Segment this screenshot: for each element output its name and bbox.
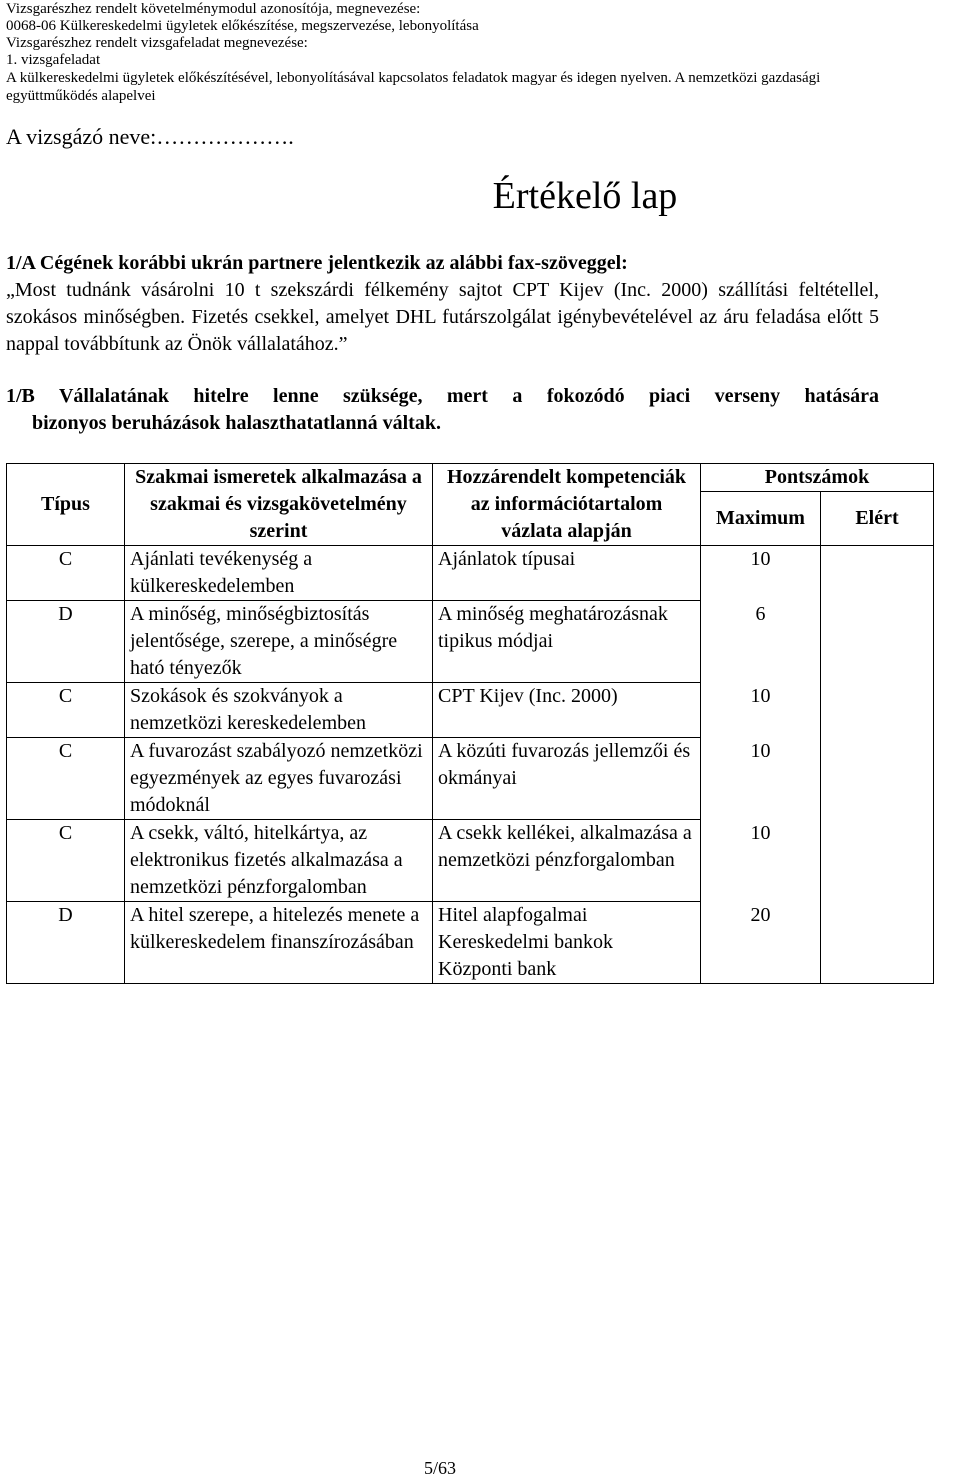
task-a-body: „Most tudnánk vásárolni 10 t szekszárdi félkemény sajtot CPT Kijev (Inc. 2000) szállítási feltétellel, szokásos minőségben. Fizetés csekkel, amelyet DHL futárszolgálat igénybevételével az áru feladása előtt 5 nappal továbbítunk az Önök vállalatához.” [6, 279, 879, 355]
cell-max-points: 6 [701, 601, 821, 683]
cell-achieved-points[interactable] [821, 902, 934, 984]
cell-achieved-points[interactable] [821, 546, 934, 601]
task-b [6, 383, 879, 437]
task-b-line2: bizonyos beruházások halaszthatatlanná váltak. [32, 412, 441, 434]
cell-knowledge: Szokások és szokványok a nemzetközi kereskedelemben [125, 683, 433, 738]
cell-type: C [7, 683, 125, 738]
task-a-heading: 1/A Cégének korábbi ukrán partnere jelentkezik az alábbi fax-szöveggel: [6, 252, 628, 274]
header-points: Pontszámok [701, 464, 934, 492]
header-max: Maximum [701, 492, 821, 546]
cell-max-points: 10 [701, 738, 821, 820]
cell-type: D [7, 601, 125, 683]
cell-info: A közúti fuvarozás jellemzői és okmányai [433, 738, 701, 820]
header-knowledge: Szakmai ismeretek alkalmazása a szakmai és vizsgakövetelmény szerint [125, 464, 433, 546]
table-row [7, 738, 934, 820]
cell-info: Hitel alapfogalmai Kereskedelmi bankok Központi bank [433, 902, 701, 984]
cell-info: CPT Kijev (Inc. 2000) [433, 683, 701, 738]
page-number: 5/63 [423, 1458, 456, 1478]
cell-type: C [7, 738, 125, 820]
table-row [7, 902, 934, 984]
cell-max-points: 20 [701, 902, 821, 984]
cell-knowledge: A csekk, váltó, hitelkártya, az elektronikus fizetés alkalmazása a nemzetközi pénzforgalomban [125, 820, 433, 902]
table-row [7, 601, 934, 683]
evaluation-table [6, 463, 934, 984]
cell-type: C [7, 546, 125, 601]
header-type: Típus [7, 464, 125, 546]
header-task-label: Vizsgarészhez rendelt vizsgafeladat megnevezése: [6, 35, 308, 51]
header-info: Hozzárendelt kompetenciák az információtartalom vázlata alapján [433, 464, 701, 546]
header-achieved: Elért [821, 492, 934, 546]
table-row [7, 546, 934, 601]
table-row [7, 683, 934, 738]
cell-max-points: 10 [701, 546, 821, 601]
page-title: Értékelő lap [492, 175, 678, 217]
cell-achieved-points[interactable] [821, 738, 934, 820]
cell-max-points: 10 [701, 683, 821, 738]
cell-achieved-points[interactable] [821, 601, 934, 683]
header-module-name: 0068-06 Külkereskedelmi ügyletek előkészítése, megszervezése, lebonyolítása [6, 18, 479, 34]
header-module-label: Vizsgarészhez rendelt követelménymodul azonosítója, megnevezése: [6, 1, 421, 17]
task-b-line1: 1/B Vállalatának hitelre lenne szüksége, mert a fokozódó piaci verseny hatására [6, 385, 879, 407]
task-a [6, 250, 879, 358]
cell-knowledge: A fuvarozást szabályozó nemzetközi egyezmények az egyes fuvarozási módoknál [125, 738, 433, 820]
cell-knowledge: Ajánlati tevékenység a külkereskedelemben [125, 546, 433, 601]
cell-type: C [7, 820, 125, 902]
cell-achieved-points[interactable] [821, 683, 934, 738]
cell-info: Ajánlatok típusai [433, 546, 701, 601]
cell-type: D [7, 902, 125, 984]
header-task-number: 1. vizsgafeladat [6, 52, 101, 68]
cell-achieved-points[interactable] [821, 820, 934, 902]
header-task-name: A külkereskedelmi ügyletek előkészítésével, lebonyolításával kapcsolatos feladatok magyar és idegen nyelven. A nemzetközi gazdasági [6, 70, 821, 86]
cell-max-points: 10 [701, 820, 821, 902]
candidate-name-line: A vizsgázó neve:………………. [6, 124, 294, 149]
cell-info: A minőség meghatározásnak tipikus módjai [433, 601, 701, 683]
header-task-name-cont: együttműködés alapelvei [6, 88, 156, 104]
cell-info: A csekk kellékei, alkalmazása a nemzetközi pénzforgalomban [433, 820, 701, 902]
cell-knowledge: A hitel szerepe, a hitelezés menete a külkereskedelem finanszírozásában [125, 902, 433, 984]
cell-knowledge: A minőség, minőségbiztosítás jelentősége, szerepe, a minőségre ható tényezők [125, 601, 433, 683]
table-row [7, 820, 934, 902]
